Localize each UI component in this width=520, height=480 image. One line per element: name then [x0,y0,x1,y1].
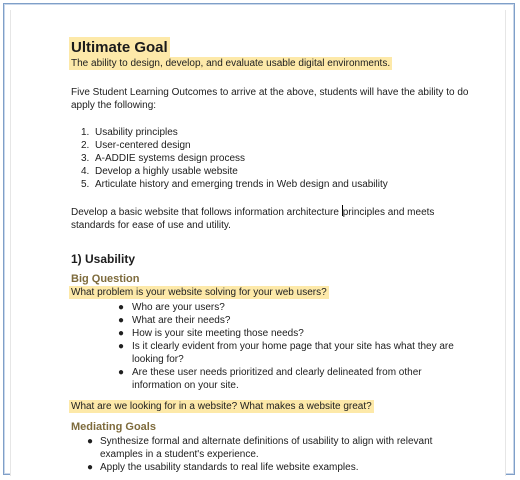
list-item: 4. Develop a highly usable website [81,166,238,177]
bullet-icon: ● [87,436,94,447]
question-bullets [71,301,475,392]
page-subtitle: The ability to design, develop, and evaluate usable digital environments. [71,58,391,69]
bullet-icon: ● [118,367,125,378]
bullet-icon: ● [118,328,125,339]
goals-list [71,435,475,474]
document-content [71,37,475,474]
list-item: 1. Usability principles [81,127,178,138]
list-item: ● How is your site meeting those needs? [118,328,304,339]
list-item: 3. A-ADDIE systems design process [81,153,246,164]
second-question: What are we looking for in a website? What makes a website great? [71,401,372,412]
list-item: 5. Articulate history and emerging trends in Web design and usability [81,179,388,190]
page-title: Ultimate Goal [71,39,168,56]
bullet-icon: ● [118,341,125,352]
big-question: What problem is your website solving for your web users? [71,287,327,298]
section-heading: 1) Usability [71,252,136,266]
intro-paragraph: Five Student Learning Outcomes to arrive at the above, students will have the ability to do apply the following: [71,87,469,111]
bullet-icon: ● [118,302,125,313]
list-item: ● What are their needs? [118,315,231,326]
list-item: ● Are these user needs prioritized and clearly delineated from other information on your site. [118,367,422,391]
bullet-icon: ● [118,315,125,326]
develop-paragraph[interactable]: Develop a basic website that follows information architecture principles and meets standards for ease of use and utility. [71,207,435,231]
document-page [10,10,506,476]
list-item: ● Synthesize formal and alternate definitions of usability to align with relevant examples in a student's experience. [87,436,433,460]
bullet-icon: ● [87,462,94,473]
list-item: ● Who are your users? [118,302,225,313]
big-question-label: Big Question [71,273,140,285]
mediating-goals-label: Mediating Goals [71,421,156,433]
list-item: 2. User-centered design [81,140,191,151]
list-item: ● Apply the usability standards to real life website examples. [87,462,359,473]
list-item: ● Is it clearly evident from your home page that your site has what they are looking for? [118,341,454,365]
outcomes-list [71,126,475,191]
